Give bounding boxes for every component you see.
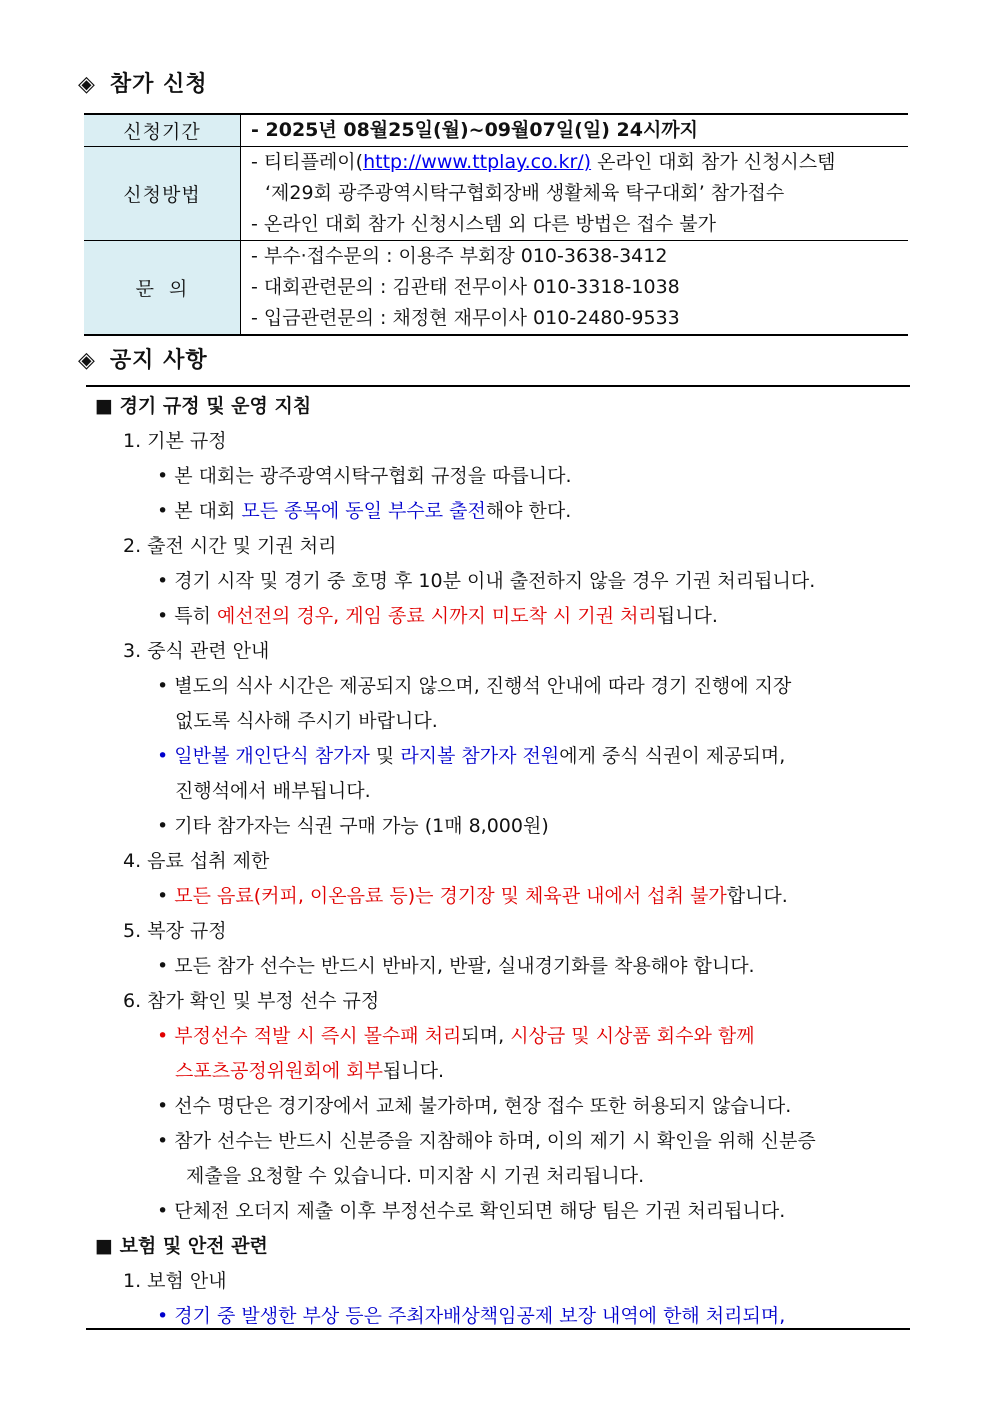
period-value: - 2025년 08월25일(월)~09월07일(일) 24시까지 (251, 119, 699, 141)
method-line-2: ‘제29회 광주광역시탁구협회장배 생활체육 탁구대회’ 참가접수 (265, 182, 785, 204)
rule-1-bullet-2: • 본 대회 모든 종목에 동일 부수로 출전해야 한다. (157, 500, 572, 522)
table-row-period (84, 114, 908, 147)
application-info-table (84, 113, 908, 336)
rule-2-bullet-2: • 특히 예선전의 경우, 게임 종료 시까지 미도착 시 기권 처리됩니다. (157, 605, 718, 627)
diamond-bullet-icon: ◈ (78, 72, 96, 97)
rule-6-bullet-3-line-1: • 참가 선수는 반드시 신분증을 지참해야 하며, 이의 제기 시 확인을 위해 신분증 (157, 1130, 816, 1152)
table-row-contact (84, 241, 908, 336)
bottom-divider (86, 1328, 910, 1330)
period-label: 신청기간 (84, 114, 241, 147)
rule-6-bullet-2: • 선수 명단은 경기장에서 교체 불가하며, 현장 접수 또한 허용되지 않습니다. (157, 1095, 792, 1117)
rule-6-bullet-3-line-2: 제출을 요청할 수 있습니다. 미지참 시 기권 처리됩니다. (186, 1165, 645, 1187)
rule-3-bullet-3: • 기타 참가자는 식권 구매 가능 (1매 8,000원) (157, 815, 549, 837)
rules-heading: ■ 경기 규정 및 운영 지침 (95, 395, 312, 417)
insurance-heading: ■ 보험 및 안전 관련 (95, 1235, 268, 1257)
rule-item-1: 1. 기본 규정 (123, 430, 227, 452)
diamond-bullet-icon: ◈ (78, 348, 96, 373)
rule-3-bullet-2-line-1: • 일반볼 개인단식 참가자 및 라지볼 참가자 전원에게 중식 식권이 제공되며, (157, 745, 786, 767)
contact-line-3: - 입금관련문의 : 채정현 재무이사 010-2480-9533 (251, 307, 680, 329)
method-label: 신청방법 (84, 147, 241, 241)
rule-5-bullet-1: • 모든 참가 선수는 반드시 반바지, 반팔, 실내경기화를 착용해야 합니다. (157, 955, 755, 977)
section-title-notice: ◈ 공지 사항 (78, 348, 208, 373)
rule-4-bullet-1: • 모든 음료(커피, 이온음료 등)는 경기장 및 체육관 내에서 섭취 불가합니다. (157, 885, 788, 907)
table-row-method (84, 147, 908, 241)
rule-6-bullet-4: • 단체전 오더지 제출 이후 부정선수로 확인되면 해당 팀은 기권 처리됩니다. (157, 1200, 786, 1222)
rule-1-bullet-1: • 본 대회는 광주광역시탁구협회 규정을 따릅니다. (157, 465, 572, 487)
rule-item-6: 6. 참가 확인 및 부정 선수 규정 (123, 990, 380, 1012)
rule-3-bullet-1-line-1: • 별도의 식사 시간은 제공되지 않으며, 진행석 안내에 따라 경기 진행에 지장 (157, 675, 792, 697)
method-line-3: - 온라인 대회 참가 신청시스템 외 다른 방법은 접수 불가 (251, 213, 717, 235)
rule-3-bullet-2-line-2: 진행석에서 배부됩니다. (175, 780, 371, 802)
rule-3-bullet-1-line-2: 없도록 식사해 주시기 바랍니다. (175, 710, 438, 732)
rule-item-3: 3. 중식 관련 안내 (123, 640, 270, 662)
insurance-item-1: 1. 보험 안내 (123, 1270, 227, 1292)
rule-6-bullet-1-line-1: • 부정선수 적발 시 즉시 몰수패 처리되며, 시상금 및 시상품 회수와 함께 (157, 1025, 755, 1047)
rule-item-5: 5. 복장 규정 (123, 920, 227, 942)
rule-item-2: 2. 출전 시간 및 기권 처리 (123, 535, 337, 557)
method-line-1: - 티티플레이(http://www.ttplay.co.kr/) 온라인 대회 참가 신청시스템 (251, 151, 836, 173)
contact-label: 문 의 (84, 241, 241, 336)
divider (86, 385, 910, 387)
ttplay-link[interactable]: http://www.ttplay.co.kr/) (363, 151, 592, 173)
contact-line-2: - 대회관련문의 : 김관태 전무이사 010-3318-1038 (251, 276, 680, 298)
rule-6-bullet-1-line-2: 스포츠공정위원회에 회부됩니다. (175, 1060, 445, 1082)
rule-2-bullet-1: • 경기 시작 및 경기 중 호명 후 10분 이내 출전하지 않을 경우 기권 처리됩니다. (157, 570, 816, 592)
contact-line-1: - 부수·접수문의 : 이용주 부회장 010-3638-3412 (251, 245, 668, 267)
rule-item-4: 4. 음료 섭취 제한 (123, 850, 270, 872)
insurance-1-bullet-1: • 경기 중 발생한 부상 등은 주최자배상책임공제 보장 내역에 한해 처리되며, (157, 1305, 786, 1327)
section-title-application: ◈ 참가 신청 (78, 72, 208, 97)
